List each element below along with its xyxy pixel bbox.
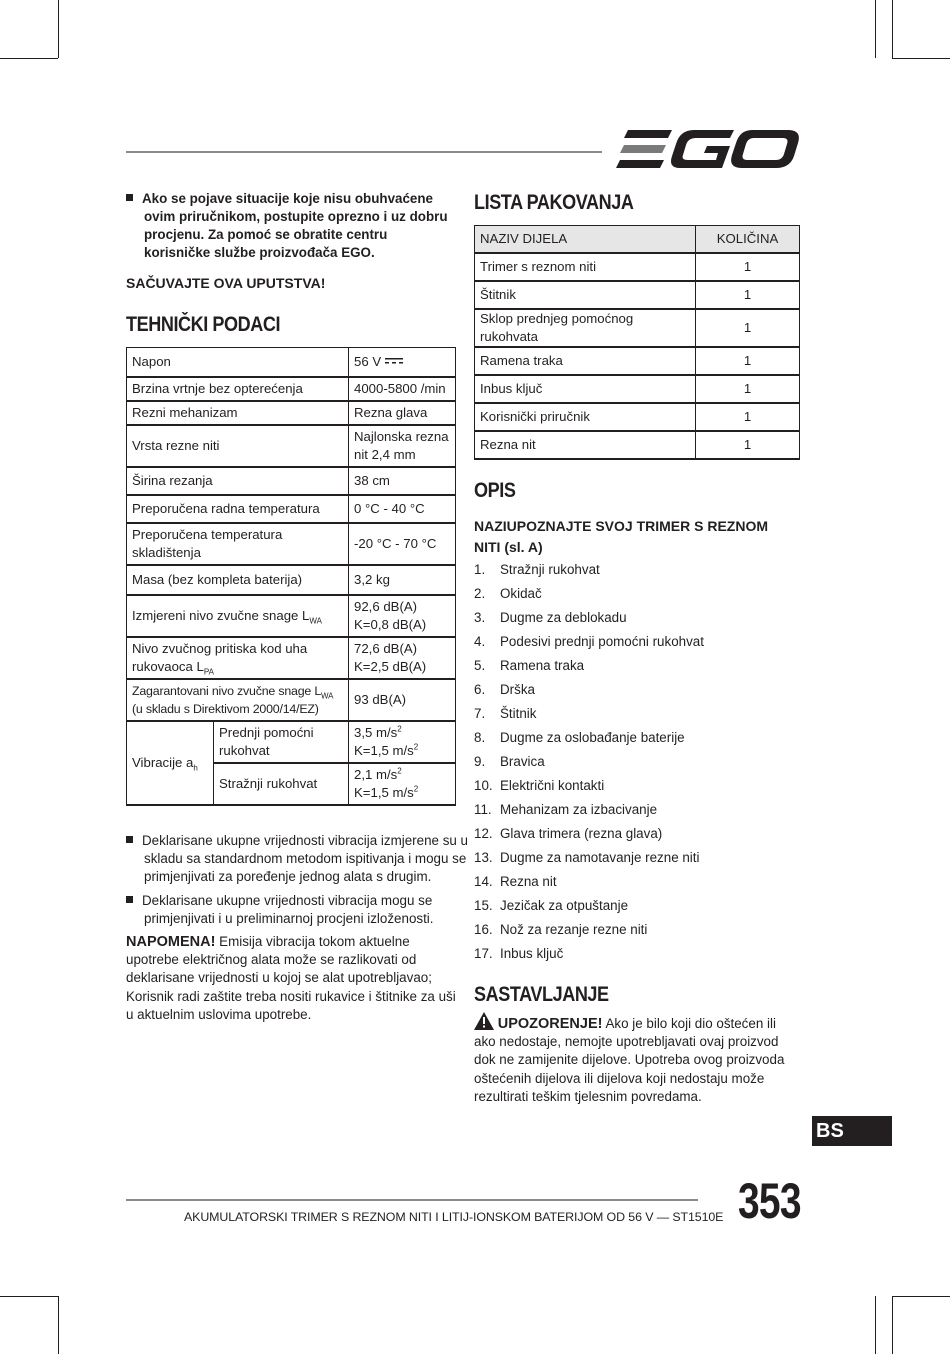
part-name: Štitnik (475, 281, 696, 309)
part-qty: 1 (696, 375, 800, 403)
table-row (127, 637, 456, 679)
table-row (127, 348, 456, 378)
table-row (127, 679, 456, 721)
spec-label: Nivo zvučnog pritiska kod uha rukovaoca $L_{PA}$ (127, 637, 349, 679)
spec-label: Masa (bez kompleta baterija) (127, 565, 349, 595)
table-row (127, 467, 456, 495)
spec-label: Rezni mehanizam (127, 401, 349, 425)
specs-table (126, 347, 456, 806)
list-item: 11. Mehanizam za izbacivanje (474, 802, 658, 817)
warning-text: Ako je bilo koji dio oštećen ili ako nedostaje, nemojte upotrebljavati ovaj proizvod dok ne zamijenite dijelove. Upotreba ovog proizvoda oštećenih dijelova ili dijelova koji nedostaju može rezultirati teškim tjelesnim povredama. (474, 1016, 785, 1104)
table-row (127, 721, 456, 763)
list-item: 14. Rezna nit (474, 874, 557, 889)
spec-value: Rezna glava (349, 401, 456, 425)
part-name: Ramena traka (475, 347, 696, 375)
list-item: 12. Glava trimera (rezna glava) (474, 826, 663, 841)
list-item: 16. Nož za rezanje rezne niti (474, 922, 648, 937)
column-header: NAZIV DIJELA (475, 226, 696, 254)
table-row (475, 403, 800, 431)
list-item: 2. Okidač (474, 586, 542, 601)
note-label: NAPOMENA! (126, 934, 216, 950)
table-row (475, 347, 800, 375)
declaration-item: Deklarisane ukupne vrijednosti vibracija mogu se primjenjivati i u preliminarnoj procjeni izloženosti. (126, 892, 474, 928)
spec-value: 72,6 dB(A) K=2,5 dB(A) (349, 637, 456, 679)
list-item: 1. Stražnji rukohvat (474, 562, 600, 577)
save-note: SAČUVAJTE OVA UPUTSTVA! (126, 275, 326, 291)
table-row (127, 595, 456, 637)
bullet-square-icon (126, 896, 133, 903)
spec-value: 93 dB(A) (349, 679, 456, 721)
spec-value: 38 cm (349, 467, 456, 495)
part-name: Korisnički priručnik (475, 403, 696, 431)
spec-label: Vrsta rezne niti (127, 425, 349, 467)
table-row (475, 281, 800, 309)
table-row (127, 565, 456, 595)
spec-value: 56 V (349, 348, 456, 378)
table-header-row (475, 226, 800, 254)
part-qty: 1 (696, 431, 800, 459)
spec-sublabel: Prednji pomoćni rukohvat (214, 721, 349, 763)
spec-label: Preporučena temperatura skladištenja (127, 523, 349, 565)
spec-value: Najlonska rezna nit 2,4 mm (349, 425, 456, 467)
part-name: Inbus ključ (475, 375, 696, 403)
note-paragraph (126, 933, 456, 1024)
bullet-square-icon (126, 194, 133, 201)
spec-value: 0 °C - 40 °C (349, 495, 456, 523)
table-row (475, 431, 800, 459)
table-row (127, 495, 456, 523)
spec-value: 3,5 $m/s^2$ K=1,5 $m/s^2$ (349, 721, 456, 763)
assembly-warning (474, 1012, 800, 1106)
list-item: 8. Dugme za oslobađanje baterije (474, 730, 685, 745)
ego-logo (616, 128, 800, 172)
spec-value: 2,1 $m/s^2$ K=1,5 $m/s^2$ (349, 763, 456, 805)
bullet-square-icon (126, 836, 133, 843)
packing-table (474, 225, 800, 460)
table-row (127, 523, 456, 565)
spec-sublabel: Stražnji rukohvat (214, 763, 349, 805)
spec-value: 3,2 kg (349, 565, 456, 595)
list-item: 13. Dugme za namotavanje rezne niti (474, 850, 700, 865)
list-item: 7. Štitnik (474, 706, 537, 721)
warning-triangle-icon (474, 1012, 494, 1030)
list-item: 6. Drška (474, 682, 535, 697)
parts-list (474, 561, 804, 969)
dc-current-icon (385, 357, 403, 365)
list-item: 5. Ramena traka (474, 658, 585, 673)
part-name: Trimer s reznom niti (475, 253, 696, 281)
table-row (127, 425, 456, 467)
spec-label: Širina rezanja (127, 467, 349, 495)
description-title: OPIS (474, 479, 516, 502)
list-item: 17. Inbus ključ (474, 946, 564, 961)
list-item: 4. Podesivi prednji pomoćni rukohvat (474, 634, 704, 649)
description-subtitle: NAZIUPOZNAJTE SVOJ TRIMER S REZNOM NITI (sl. A) (474, 518, 769, 555)
specs-title: TEHNIČKI PODACI (126, 313, 281, 336)
spec-label: Zagarantovani nivo zvučne snage $L_{WA}$ (u skladu s Direktivom 2000/14/EZ) (127, 679, 349, 721)
footer-text: AKUMULATORSKI TRIMER S REZNOM NITI I LITIJ-IONSKOM BATERIJOM OD 56 V — ST1510E (184, 1210, 724, 1224)
declaration-item: Deklarisane ukupne vrijednosti vibracija izmjerene su u skladu sa standardnom metodom ispitivanja i mogu se primjenjivati za poređenje jednog alata s drugim. (126, 832, 474, 886)
spec-value: 4000-5800 /min (349, 377, 456, 401)
page-number: 353 (738, 1173, 801, 1229)
spec-value: 92,6 dB(A) K=0,8 dB(A) (349, 595, 456, 637)
part-qty: 1 (696, 347, 800, 375)
assembly-title: SASTAVLJANJE (474, 983, 609, 1006)
part-qty: 1 (696, 281, 800, 309)
packing-title: LISTA PAKOVANJA (474, 191, 634, 214)
language-badge: BS (812, 1116, 892, 1146)
spec-label: Vibracije $a_h$ (127, 721, 214, 805)
table-row (475, 375, 800, 403)
part-qty: 1 (696, 309, 800, 347)
spec-label: Preporučena radna temperatura (127, 495, 349, 523)
part-name: Sklop prednjeg pomoćnog rukohvata (475, 309, 696, 347)
warning-label: UPOZORENJE! (497, 1016, 603, 1032)
list-item: 15. Jezičak za otpuštanje (474, 898, 629, 913)
part-qty: 1 (696, 253, 800, 281)
spec-label: Brzina vrtnje bez opterećenja (127, 377, 349, 401)
note-text: Emisija vibracija tokom aktuelne upotrebe električnog alata može se razlikovati od deklarisane vrijednosti u kojoj se alat upotrebljavao; Korisnik radi zaštite treba nositi rukavice i štitnike za uši u aktuelnim uslovima upotrebe. (126, 934, 456, 1022)
spec-label: Napon (127, 348, 349, 378)
spec-label: Izmjereni nivo zvučne snage $L_{WA}$ (127, 595, 349, 637)
table-row (475, 253, 800, 281)
top-bullet: Ako se pojave situacije koje nisu obuhvaćene ovim priručnikom, postupite oprezno i uz dobru procjenu. Za pomoć se obratite centru korisničke službe proizvođača EGO. (126, 190, 456, 262)
part-qty: 1 (696, 403, 800, 431)
spec-value: -20 °C - 70 °C (349, 523, 456, 565)
footer-rule (126, 1199, 698, 1201)
list-item: 9. Bravica (474, 754, 545, 769)
list-item: 10. Električni kontakti (474, 778, 605, 793)
table-row (475, 309, 800, 347)
table-row (127, 401, 456, 425)
header-rule (126, 151, 602, 153)
table-row (127, 377, 456, 401)
list-item: 3. Dugme za deblokadu (474, 610, 627, 625)
part-name: Rezna nit (475, 431, 696, 459)
column-header: KOLIČINA (696, 226, 800, 254)
